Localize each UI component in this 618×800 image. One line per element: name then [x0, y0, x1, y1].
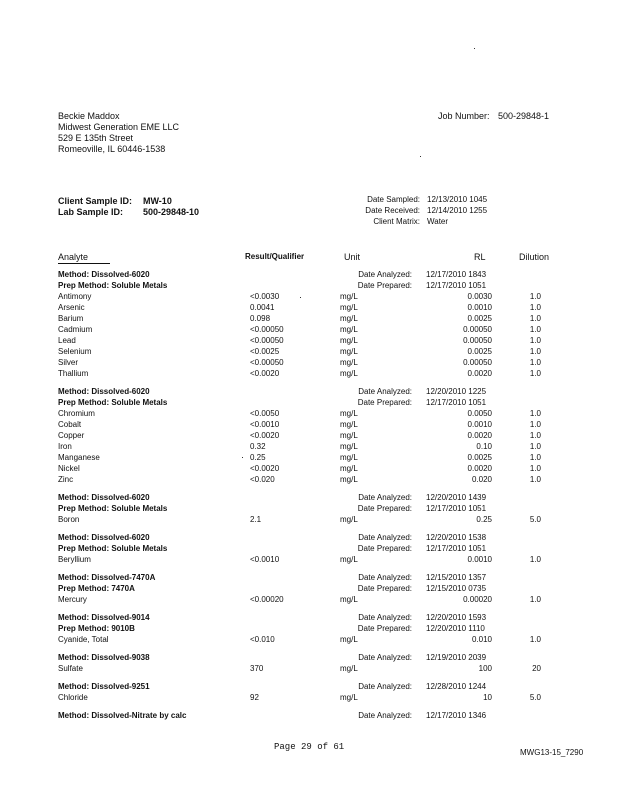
unit-value: mg/L	[340, 635, 358, 644]
prep-method-row	[0, 504, 618, 515]
date-analyzed-label: Date Analyzed:	[358, 270, 412, 279]
unit-value: mg/L	[340, 292, 358, 301]
result-value: 92	[250, 693, 259, 702]
rl-value: 0.0025	[467, 453, 492, 462]
rl-value: 0.00050	[463, 325, 492, 334]
prep-method-label: Prep Method: Soluble Metals	[58, 544, 168, 553]
unit-value: mg/L	[340, 369, 358, 378]
table-row	[0, 475, 618, 486]
method-row	[0, 493, 618, 504]
unit-value: mg/L	[340, 303, 358, 312]
dilution-value: 1.0	[529, 336, 541, 345]
result-value: <0.0010	[250, 420, 280, 429]
scan-speck	[474, 48, 475, 49]
rl-value: 100	[478, 664, 492, 673]
method-row	[0, 613, 618, 624]
method-label: Method: Dissolved-Nitrate by calc	[58, 711, 187, 720]
date-prepared-label: Date Prepared:	[357, 624, 412, 633]
unit-value: mg/L	[340, 358, 358, 367]
dilution-value: 1.0	[529, 464, 541, 473]
method-row	[0, 682, 618, 693]
rl-value: 0.0020	[467, 369, 492, 378]
unit-value: mg/L	[340, 664, 358, 673]
dilution-value: 1.0	[529, 475, 541, 484]
result-value: <0.00050	[250, 358, 284, 367]
dilution-value: 1.0	[529, 369, 541, 378]
rl-value: 0.0010	[467, 303, 492, 312]
date-prepared-label: Date Prepared:	[357, 584, 412, 593]
analyte-name: Chromium	[58, 409, 95, 418]
dilution-value: 1.0	[529, 325, 541, 334]
rl-value: 0.0030	[467, 292, 492, 301]
analyte-name: Cyanide, Total	[58, 635, 109, 644]
table-row	[0, 325, 618, 336]
rl-value: 10	[483, 693, 492, 702]
date-sampled: 12/13/2010 1045	[427, 195, 488, 204]
unit-value: mg/L	[340, 420, 358, 429]
unit-value: mg/L	[340, 336, 358, 345]
date-analyzed: 12/19/2010 2039	[426, 653, 487, 662]
method-label: Method: Dissolved-6020	[58, 493, 150, 502]
table-row	[0, 442, 618, 453]
date-prepared: 12/17/2010 1051	[426, 398, 487, 407]
analyte-name: Arsenic	[58, 303, 85, 312]
dilution-value: 1.0	[529, 635, 541, 644]
dilution-value: 1.0	[529, 409, 541, 418]
table-row	[0, 358, 618, 369]
prep-method-label: Prep Method: Soluble Metals	[58, 398, 168, 407]
analyte-name: Boron	[58, 515, 80, 524]
prep-method-row	[0, 544, 618, 555]
rl-value: 0.0025	[467, 314, 492, 323]
date-analyzed-label: Date Analyzed:	[358, 613, 412, 622]
result-value: <0.0020	[250, 369, 280, 378]
unit-value: mg/L	[340, 409, 358, 418]
result-value: <0.0010	[250, 555, 280, 564]
prep-method-row	[0, 624, 618, 635]
date-analyzed-label: Date Analyzed:	[358, 682, 412, 691]
dilution-value: 5.0	[529, 515, 541, 524]
lab-sample-label: Lab Sample ID:	[58, 207, 124, 217]
unit-value: mg/L	[340, 515, 358, 524]
result-value: <0.00050	[250, 336, 284, 345]
table-row	[0, 664, 618, 675]
result-value: 370	[250, 664, 264, 673]
rl-value: 0.0010	[467, 420, 492, 429]
client-sample-id: MW-10	[143, 196, 172, 206]
method-label: Method: Dissolved-6020	[58, 270, 150, 279]
result-value: <0.0050	[250, 409, 280, 418]
date-prepared: 12/20/2010 1110	[426, 624, 485, 633]
dilution-value: 1.0	[529, 555, 541, 564]
client-name: Beckie Maddox	[58, 111, 120, 121]
method-label: Method: Dissolved-9038	[58, 653, 150, 662]
table-row	[0, 595, 618, 606]
table-row	[0, 369, 618, 380]
address-line-1: 529 E 135th Street	[58, 133, 134, 143]
rl-value: 0.10	[476, 442, 492, 451]
dilution-value: 1.0	[529, 314, 541, 323]
client-matrix: Water	[427, 217, 449, 226]
analyte-name: Cadmium	[58, 325, 93, 334]
table-row	[0, 555, 618, 566]
analyte-name: Antimony	[58, 292, 92, 301]
result-value: 0.25	[250, 453, 266, 462]
table-row	[0, 292, 618, 303]
column-header-rl: RL	[474, 252, 486, 262]
unit-value: mg/L	[340, 555, 358, 564]
dilution-value: 1.0	[529, 303, 541, 312]
date-analyzed: 12/20/2010 1439	[426, 493, 487, 502]
dilution-value: 1.0	[529, 420, 541, 429]
date-received-label: Date Received:	[365, 206, 420, 215]
lab-sample-id: 500-29848-10	[143, 207, 200, 217]
rl-value: 0.0020	[467, 464, 492, 473]
scan-speck	[242, 457, 243, 458]
client-sample-label: Client Sample ID:	[58, 196, 133, 206]
analyte-name: Iron	[58, 442, 72, 451]
dilution-value: 1.0	[529, 292, 541, 301]
result-value: <0.010	[250, 635, 275, 644]
result-value: <0.0025	[250, 347, 280, 356]
rl-value: 0.25	[476, 515, 492, 524]
date-prepared: 12/17/2010 1051	[426, 281, 487, 290]
analyte-name: Selenium	[58, 347, 92, 356]
prep-method-label: Prep Method: 7470A	[58, 584, 135, 593]
rl-value: 0.0020	[467, 431, 492, 440]
unit-value: mg/L	[340, 314, 358, 323]
analyte-name: Chloride	[58, 693, 88, 702]
job-number: 500-29848-1	[498, 111, 550, 121]
method-row	[0, 711, 618, 722]
date-analyzed-label: Date Analyzed:	[358, 533, 412, 542]
rl-value: 0.0010	[467, 555, 492, 564]
prep-method-row	[0, 281, 618, 292]
rl-value: 0.010	[471, 635, 492, 644]
scan-speck	[420, 156, 421, 157]
rl-value: 0.0025	[467, 347, 492, 356]
unit-value: mg/L	[340, 442, 358, 451]
table-row	[0, 409, 618, 420]
analyte-name: Silver	[58, 358, 79, 367]
unit-value: mg/L	[340, 453, 358, 462]
date-prepared-label: Date Prepared:	[357, 544, 412, 553]
table-row	[0, 431, 618, 442]
table-row	[0, 420, 618, 431]
result-value: <0.0020	[250, 431, 280, 440]
rl-value: 0.00050	[463, 336, 492, 345]
prep-method-label: Prep Method: 9010B	[58, 624, 135, 633]
date-prepared-label: Date Prepared:	[357, 398, 412, 407]
result-value: <0.00020	[250, 595, 284, 604]
column-header-unit: Unit	[344, 252, 361, 262]
unit-value: mg/L	[340, 595, 358, 604]
analyte-name: Zinc	[58, 475, 74, 484]
analyte-name: Beryllium	[58, 555, 91, 564]
unit-value: mg/L	[340, 475, 358, 484]
table-row	[0, 464, 618, 475]
method-label: Method: Dissolved-7470A	[58, 573, 156, 582]
analyte-underline	[58, 263, 110, 264]
date-prepared: 12/17/2010 1051	[426, 504, 487, 513]
date-analyzed: 12/15/2010 1357	[426, 573, 487, 582]
method-row	[0, 653, 618, 664]
dilution-value: 20	[532, 664, 541, 673]
date-prepared: 12/15/2010 0735	[426, 584, 487, 593]
method-label: Method: Dissolved-6020	[58, 387, 150, 396]
table-row	[0, 693, 618, 704]
table-row	[0, 453, 618, 464]
dilution-value: 1.0	[529, 431, 541, 440]
method-row	[0, 270, 618, 281]
result-value: <0.0030	[250, 292, 280, 301]
column-header-analyte: Analyte	[58, 252, 89, 262]
prep-method-row	[0, 584, 618, 595]
method-row	[0, 387, 618, 398]
analyte-name: Manganese	[58, 453, 100, 462]
result-value: <0.00050	[250, 325, 284, 334]
analyte-name: Sulfate	[58, 664, 83, 673]
analyte-name: Lead	[58, 336, 76, 345]
table-row	[0, 347, 618, 358]
table-row	[0, 303, 618, 314]
table-row	[0, 336, 618, 347]
date-analyzed-label: Date Analyzed:	[358, 573, 412, 582]
date-sampled-label: Date Sampled:	[367, 195, 420, 204]
prep-method-label: Prep Method: Soluble Metals	[58, 281, 168, 290]
analyte-name: Copper	[58, 431, 85, 440]
date-analyzed: 12/20/2010 1538	[426, 533, 487, 542]
method-label: Method: Dissolved-9014	[58, 613, 150, 622]
date-analyzed-label: Date Analyzed:	[358, 653, 412, 662]
rl-value: 0.00050	[463, 358, 492, 367]
analyte-name: Cobalt	[58, 420, 82, 429]
result-value: <0.020	[250, 475, 275, 484]
date-analyzed: 12/20/2010 1593	[426, 613, 487, 622]
date-analyzed-label: Date Analyzed:	[358, 493, 412, 502]
result-value: 0.32	[250, 442, 266, 451]
table-row	[0, 515, 618, 526]
date-prepared: 12/17/2010 1051	[426, 544, 487, 553]
method-row	[0, 573, 618, 584]
unit-value: mg/L	[340, 693, 358, 702]
client-matrix-label: Client Matrix:	[373, 217, 420, 226]
date-prepared-label: Date Prepared:	[357, 281, 412, 290]
rl-value: 0.00020	[463, 595, 492, 604]
prep-method-row	[0, 398, 618, 409]
date-analyzed: 12/17/2010 1843	[426, 270, 487, 279]
unit-value: mg/L	[340, 464, 358, 473]
column-header-result: Result/Qualifier	[245, 252, 305, 261]
dilution-value: 5.0	[529, 693, 541, 702]
date-analyzed: 12/20/2010 1225	[426, 387, 487, 396]
date-analyzed: 12/17/2010 1346	[426, 711, 487, 720]
dilution-value: 1.0	[529, 595, 541, 604]
scan-speck	[300, 297, 301, 298]
unit-value: mg/L	[340, 431, 358, 440]
dilution-value: 1.0	[529, 358, 541, 367]
page-number: Page 29 of 61	[274, 742, 345, 752]
unit-value: mg/L	[340, 325, 358, 334]
table-row	[0, 314, 618, 325]
prep-method-label: Prep Method: Soluble Metals	[58, 504, 168, 513]
date-analyzed: 12/28/2010 1244	[426, 682, 487, 691]
analyte-name: Nickel	[58, 464, 80, 473]
result-value: 0.0041	[250, 303, 275, 312]
address-line-2: Romeoville, IL 60446-1538	[58, 144, 166, 154]
job-number-label: Job Number:	[438, 111, 490, 121]
rl-value: 0.0050	[467, 409, 492, 418]
document-id: MWG13-15_7290	[520, 748, 584, 757]
result-value: <0.0020	[250, 464, 280, 473]
unit-value: mg/L	[340, 347, 358, 356]
column-header-dilution: Dilution	[519, 252, 550, 262]
date-analyzed-label: Date Analyzed:	[358, 387, 412, 396]
date-analyzed-label: Date Analyzed:	[358, 711, 412, 720]
date-prepared-label: Date Prepared:	[357, 504, 412, 513]
dilution-value: 1.0	[529, 442, 541, 451]
analyte-name: Mercury	[58, 595, 87, 604]
result-value: 2.1	[250, 515, 262, 524]
rl-value: 0.020	[471, 475, 492, 484]
result-value: 0.098	[250, 314, 271, 323]
dilution-value: 1.0	[529, 453, 541, 462]
table-row	[0, 635, 618, 646]
method-row	[0, 533, 618, 544]
dilution-value: 1.0	[529, 347, 541, 356]
method-label: Method: Dissolved-6020	[58, 533, 150, 542]
date-received: 12/14/2010 1255	[427, 206, 488, 215]
analyte-name: Barium	[58, 314, 84, 323]
method-label: Method: Dissolved-9251	[58, 682, 150, 691]
company-name: Midwest Generation EME LLC	[58, 122, 180, 132]
analyte-name: Thallium	[58, 369, 89, 378]
